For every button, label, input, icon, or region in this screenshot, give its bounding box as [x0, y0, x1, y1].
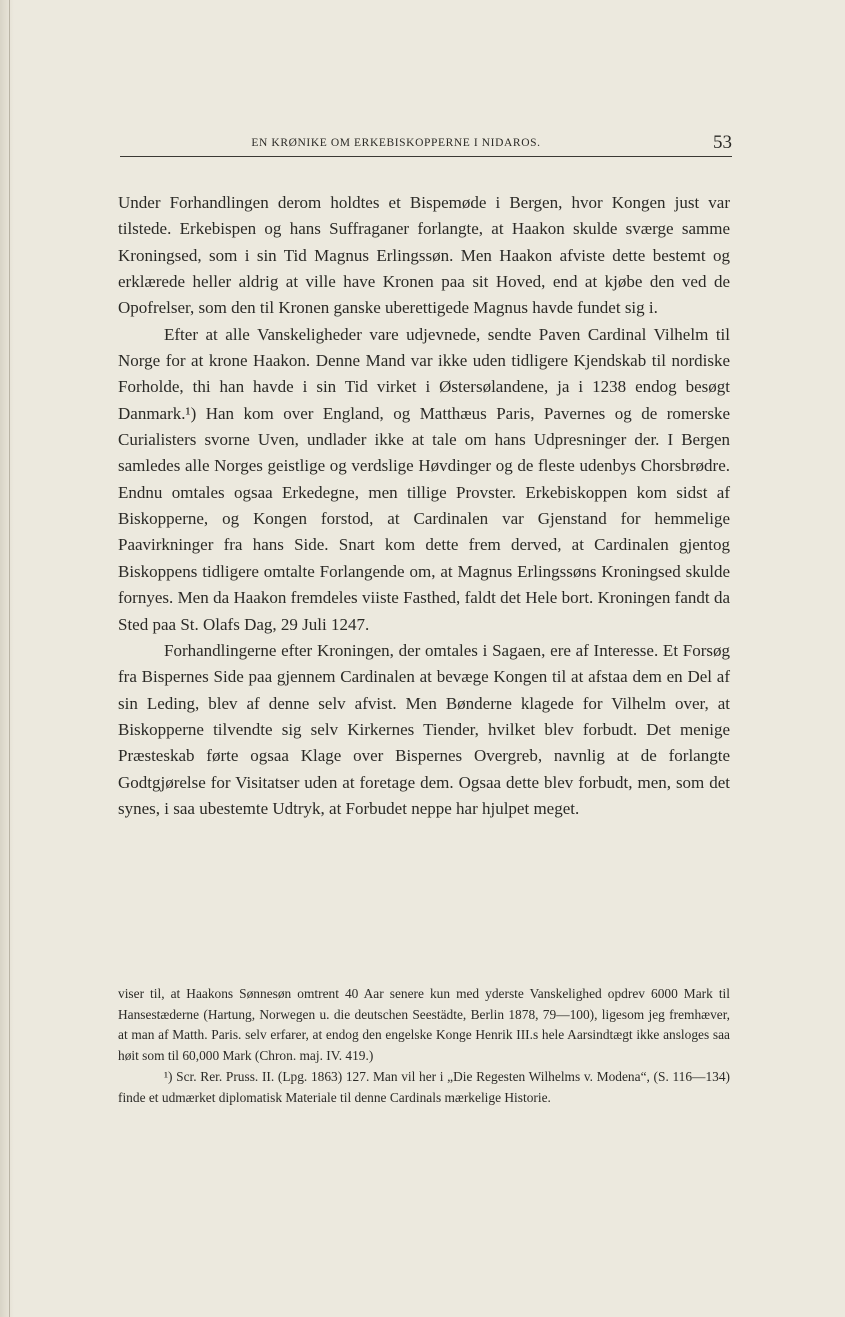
running-title: EN KRØNIKE OM ERKEBISKOPPERNE I NIDAROS.: [251, 137, 541, 149]
paragraph-3: Forhandlingerne efter Kroningen, der omtales i Sagaen, ere af Interesse. Et Forsøg fra Bispernes Side paa gjennem Cardinalen at bevæge Kongen til at afstaa dem en Del af sin Leding, blev af denne selv afvist. Men Bønderne klagede for Vilhelm over, at Biskopperne tilvendte sig selv Kirkernes Tiender, hvilket blev forbudt. Det menige Præsteskab førte ogsaa Klage over Bispernes Overgreb, navnlig at de forlangte Godtgjørelse for Visitatser uden at foretage dem. Ogsaa dette blev forbudt, men, som det synes, i saa ubestemte Udtryk, at Forbudet neppe har hjulpet meget.: [118, 640, 730, 818]
footnotes: [118, 984, 730, 1108]
footnote-continuation: viser til, at Haakons Sønnesøn omtrent 40 Aar senere kun med yderste Vanskelighed opdrev 6000 Mark til Hansestæderne (Hartung, Norwegen u. die deutschen Seestädte, Berlin 1878, 79—100), ligesom jeg fremhæver, at man af Matth. Paris. selv erfarer, at endog den engelske Konge Henrik III.s hele Aarsindtægt ikke ansloges saa høit som til 60,000 Mark (Chron. maj. IV. 419.): [118, 986, 730, 1064]
page-binding-edge: [0, 0, 14, 1317]
paragraph-1: Under Forhandlingen derom holdtes et Bispemøde i Bergen, hvor Kongen just var tilstede. Erkebispen og hans Suffraganer forlangte, at Haakon skulde sværge samme Kroningsed, som i sin Tid Magnus Erlingssøn. Men Haakon afviste dette bestemt og erklærede heller aldrig at ville have Kronen paa sit Hoved, end at kjøbe den ved de Opofrelser, som den til Kronen ganske uberettigede Magnus havde fundet sig i.: [118, 193, 730, 318]
footnote-1: ¹) Scr. Rer. Pruss. II. (Lpg. 1863) 127. Man vil her i „Die Regesten Wilhelms v. Modena“, (S. 116—134) finde et udmærket diplomatisk Materiale til denne Cardinals mærkelige Historie.: [118, 1068, 730, 1105]
running-header: [120, 128, 732, 157]
paragraph-2: Efter at alle Vanskeligheder vare udjevnede, sendte Paven Cardinal Vilhelm til Norge for at krone Haakon. Denne Mand var ikke uden tidligere Kjendskab til nordiske Forholde, thi han havde i sin Tid virket i Østersølandene, ja i 1238 endog besøgt Danmark.¹) Han kom over England, og Matthæus Paris, Pavernes og de romerske Curialisters svorne Uven, undlader ikke at tale om hans Udpresninger der. I Bergen samledes alle Norges geistlige og verdslige Høvdinger og de fleste udenbys Chorsbrødre. Endnu omtales ogsaa Erkedegne, men tillige Provster. Erkebiskoppen kom sidst af Biskopperne, og Kongen forstod, at Cardinalen var Gjenstand for hemmelige Paavirkninger fra hans Side. Snart kom dette frem derved, at Cardinalen gjentog Biskoppens tidligere omtalte Forlangende om, at Magnus Erlingssøns Kroningsed skulde fornyes. Men da Haakon fremdeles viiste Fasthed, faldt det Hele bort. Kroningen fandt da Sted paa St. Olafs Dag, 29 Juli 1247.: [118, 324, 730, 634]
body-text: [118, 190, 730, 822]
page-number: 53: [713, 132, 732, 153]
